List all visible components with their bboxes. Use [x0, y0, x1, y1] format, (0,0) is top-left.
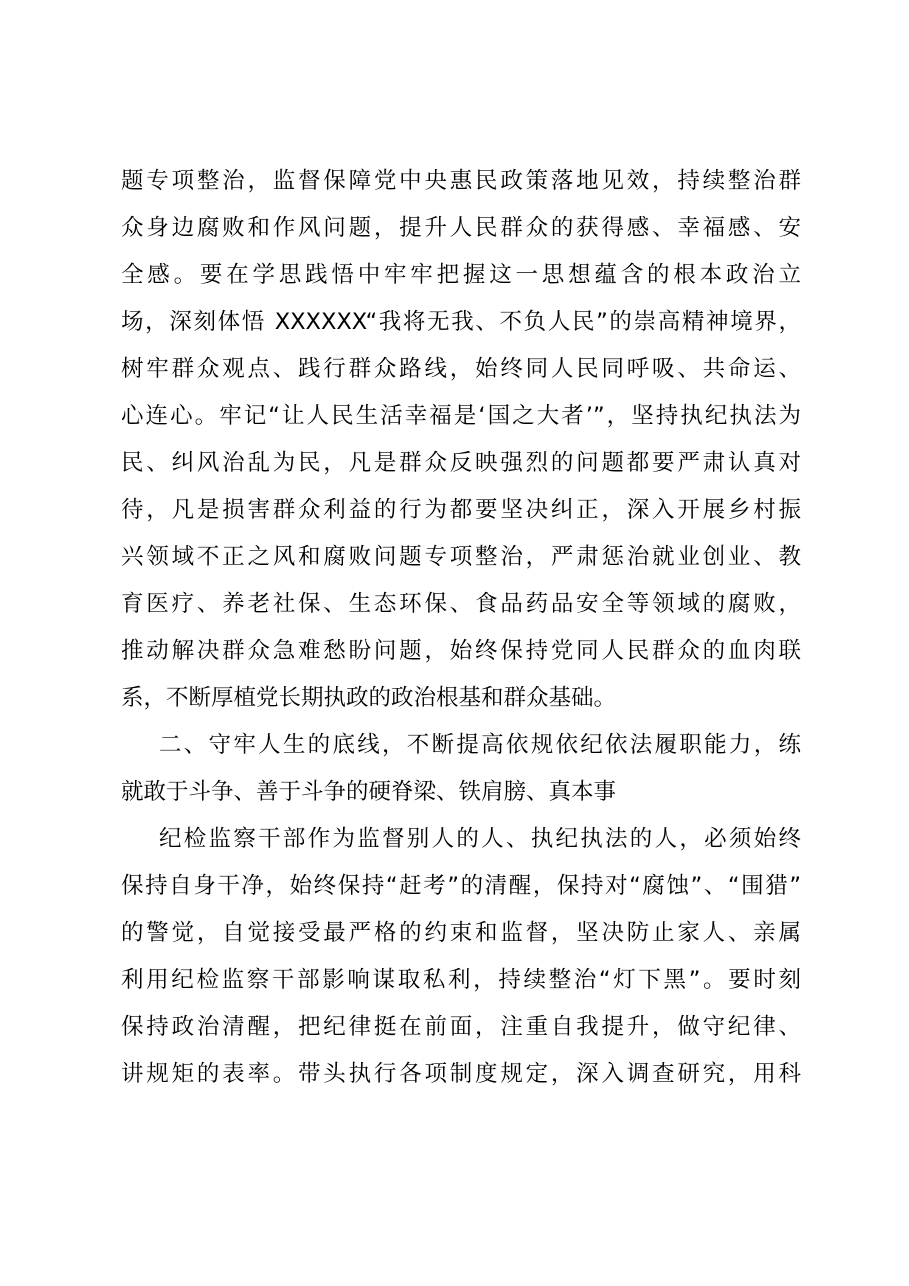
text-line: 众身边腐败和作风问题，提升人民群众的获得感、幸福感、安: [121, 215, 801, 241]
text-line: 题专项整治，监督保障党中央惠民政策落地见效，持续整治群: [121, 168, 801, 194]
text-line: 推动解决群众急难愁盼问题，始终保持党同人民群众的血肉联: [121, 638, 801, 664]
text-line: 利用纪检监察干部影响谋取私利，持续整治“灯下黑”。要时刻: [121, 967, 801, 993]
section-heading-line: 二、守牢人生的底线，不断提高依规依纪依法履职能力，练: [159, 732, 801, 758]
paragraph-start-line: 纪检监察干部作为监督别人的人、执纪执法的人，必须始终: [159, 826, 801, 852]
text-line: 育医疗、养老社保、生态环保、食品药品安全等领域的腐败，: [121, 591, 801, 617]
text-line: 待，凡是损害群众利益的行为都要坚决纠正，深入开展乡村振: [121, 497, 801, 523]
text-line: 兴领域不正之风和腐败问题专项整治，严肃惩治就业创业、教: [121, 544, 801, 570]
text-line: 心连心。牢记“让人民生活幸福是‘国之大者’”，坚持执纪执法为: [121, 403, 801, 429]
text-line: 的警觉，自觉接受最严格的约束和监督，坚决防止家人、亲属: [121, 920, 801, 946]
paragraph-end-line: 系，不断厚植党长期执政的政治根基和群众基础。: [121, 685, 617, 711]
text-line: 保持自身干净，始终保持“赶考”的清醒，保持对“腐蚀”、“围猎”: [121, 873, 801, 899]
document-body: [121, 158, 801, 1098]
text-line: 讲规矩的表率。带头执行各项制度规定，深入调查研究，用科: [121, 1061, 801, 1087]
text-line: 场，深刻体悟 XXXXXX“我将无我、不负人民”的崇高精神境界，: [121, 309, 801, 335]
text-line: 民、纠风治乱为民，凡是群众反映强烈的问题都要严肃认真对: [121, 450, 801, 476]
text-line: 保持政治清醒，把纪律挺在前面，注重自我提升，做守纪律、: [121, 1014, 801, 1040]
section-heading-line: 就敢于斗争、善于斗争的硬脊梁、铁肩膀、真本事: [121, 779, 617, 805]
text-line: 全感。要在学思践悟中牢牢把握这一思想蕴含的根本政治立: [121, 262, 801, 288]
text-line: 树牢群众观点、践行群众路线，始终同人民同呼吸、共命运、: [121, 356, 801, 382]
